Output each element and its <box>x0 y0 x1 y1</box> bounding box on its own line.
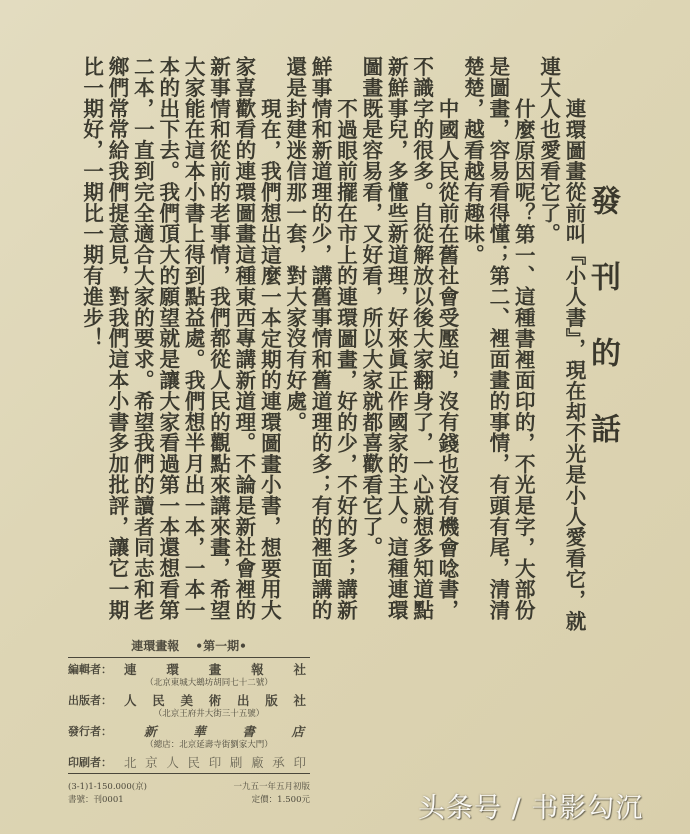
text-column: 比一期好，一期比一期有進步！ <box>79 56 104 349</box>
text-column: 連大人也愛看它了。 <box>536 56 561 245</box>
divider <box>68 773 310 774</box>
text-column: 家喜歡看的連環圖畫這種東西專講新道理。不論是新社會裡的 <box>231 56 256 621</box>
publisher-address: （北京王府井大街三十五號） <box>153 709 265 719</box>
watermark: 头条号 / 书影勾沉 <box>418 793 644 824</box>
text-column: 什麼原因呢？第一、這種書裡面印的，不光是字，大部份 <box>511 98 536 621</box>
colophon-footer <box>68 781 310 807</box>
text-column: 還是封建迷信那一套，對大家沒有好處。 <box>282 56 307 433</box>
text-column: 二本，一直到完全適合大家的要求。希望我們的讀者同志和老 <box>130 56 155 621</box>
distributor-label: 發行者： <box>68 724 112 738</box>
page-title: 發刊的話 <box>585 185 620 489</box>
text-column: 鄉們常常給我們提意見，對我們這本小書多加批評，讓它一期 <box>104 56 129 621</box>
magazine-name: 連環畫報 <box>131 639 180 653</box>
edition-date: 一九五一年五月初版 <box>233 782 310 792</box>
publisher-row <box>68 692 310 707</box>
publisher-label: 出版者： <box>68 693 112 707</box>
colophon <box>68 637 310 807</box>
editor-value: 連環畫報社 <box>124 661 306 677</box>
colophon-header <box>68 637 310 657</box>
text-column: 現在，我們想出這麼一本定期的連環圖畫小書，想要用大 <box>257 98 282 621</box>
text-column: 大家能在這本小書上得到點益處。我們想半月出一本，一本一 <box>181 56 206 621</box>
printer-row <box>68 754 310 769</box>
price: 定價：1.500元 <box>251 795 310 805</box>
text-column: 連環圖畫從前叫『小人書』，現在却不光是小人愛看它，就 <box>562 98 586 632</box>
distributor-row <box>68 723 310 738</box>
distributor-value: 新華書店 <box>144 723 304 739</box>
editor-address: （北京東城大鷀坊胡同七十二號） <box>145 678 273 688</box>
divider <box>68 657 310 658</box>
issue-number: •第一期• <box>195 639 247 653</box>
publisher-value: 人民美術出版社 <box>124 692 306 708</box>
text-column: 鮮事情和新道理的少，講舊事情和舊道理的多；有的裡面講的 <box>308 56 333 621</box>
text-column: 楚楚，越看越有趣味。 <box>460 56 485 265</box>
editor-row <box>68 661 310 676</box>
text-column: 是圖畫，容易看得懂；第二、裡面畫的事情，有頭有尾，清清 <box>485 56 510 621</box>
text-column: 本的出下去。我們頂大的願望就是讓大家看過第一本還想看第 <box>155 56 180 621</box>
text-column: 不過眼前擺在市上的連環圖畫，好的少，不好的多；講新 <box>333 98 358 621</box>
printer-value: 北京人民印刷廠承印 <box>124 754 306 770</box>
text-column: 新事情和從前的老事情，我們都從人民的觀點來講來畫，希望 <box>206 56 231 621</box>
distributor-address: （總店：北京延壽寺街劉家大門） <box>145 740 273 750</box>
printer-label: 印刷者： <box>68 755 112 769</box>
article-body <box>78 56 586 632</box>
text-column: 新鮮事兒，多懂些新道理，好來眞正作國家的主人。這種連環 <box>384 56 409 621</box>
text-column: 中國人民從前在舊社會受壓迫，沒有錢也沒有機會唸書， <box>435 98 460 621</box>
book-number: 書號：刊0001 <box>68 795 124 805</box>
text-column: 圖畫既是容易看，又好看，所以大家就都喜歡看它了。 <box>358 56 383 558</box>
editor-label: 編輯者： <box>68 662 112 676</box>
print-run: (3-1)1-150.000(京) <box>68 782 147 792</box>
text-column: 不識字的很多。自從解放以後大家翻身了，一心就想多知道點 <box>409 56 434 621</box>
